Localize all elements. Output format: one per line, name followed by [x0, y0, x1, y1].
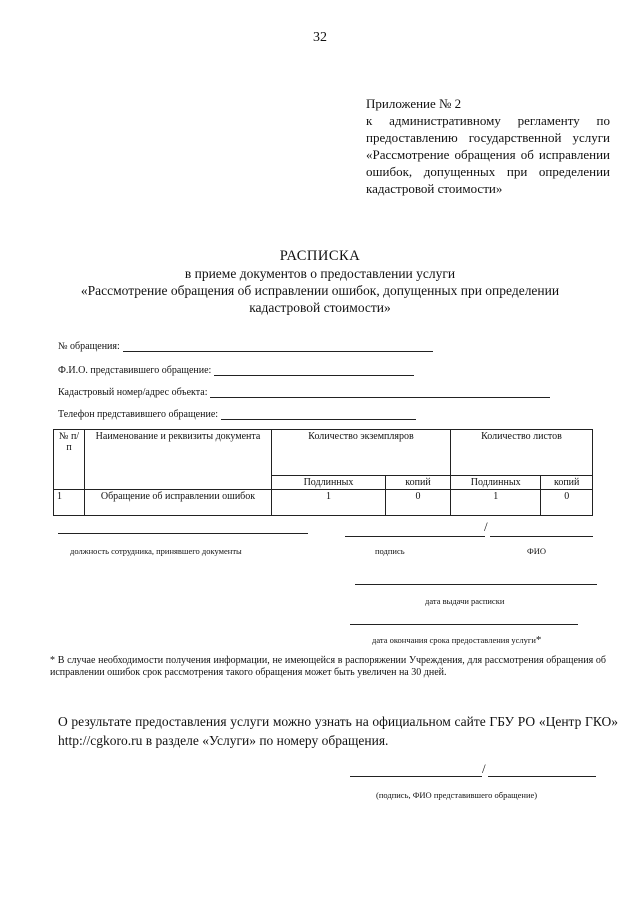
signature-slash: /: [484, 519, 488, 534]
cadastral-line[interactable]: [210, 387, 550, 398]
cell-sheets-copy: 0: [541, 490, 593, 516]
final-caption: (подпись, ФИО представившего обращение): [376, 790, 538, 800]
fio-label: Ф.И.О. представившего обращение:: [58, 365, 212, 376]
heading-line-1: в приеме документов о предоставлении услуги: [184, 266, 456, 281]
th-sheets: Количество листов: [451, 430, 593, 476]
position-line[interactable]: [58, 533, 308, 534]
final-signature-line[interactable]: [350, 776, 482, 777]
final-fio-line[interactable]: [488, 776, 596, 777]
page-number: 32: [313, 30, 327, 45]
footnote-asterisk: *: [50, 655, 55, 666]
fio-sign-line[interactable]: [490, 536, 593, 537]
footnote-text: В случае необходимости получения информации, не имеющейся в распоряжении Учреждения, для рассмотрения обращения об исправлении ошибок срок рассмотрения такого обращения может быть увеличен на 30 дней.: [50, 655, 606, 678]
appendix-body: к административному регламенту по предоставлению государственной услуги «Рассмотрение обращения об исправлении ошибок, допущенных при определении кадастровой стоимости»: [366, 113, 610, 196]
heading-main: РАСПИСКА: [279, 248, 361, 264]
phone-line[interactable]: [221, 409, 416, 420]
issue-date-line[interactable]: [355, 584, 597, 585]
cell-copies-original: 1: [272, 490, 386, 516]
cell-sheets-original: 1: [451, 490, 541, 516]
caption-issue-date: дата выдачи расписки: [425, 596, 505, 606]
heading-line-3: кадастровой стоимости»: [249, 300, 391, 315]
caption-deadline-date: дата окончания срока предоставления услуги*: [372, 634, 542, 646]
th-name: Наименование и реквизиты документа: [85, 430, 272, 490]
th-copies-copy: копий: [385, 476, 450, 490]
caption-signature: подпись: [375, 546, 405, 556]
table-row: [54, 490, 593, 516]
document-heading: [40, 248, 600, 316]
phone-label: Телефон представившего обращение:: [58, 409, 219, 420]
final-slash: /: [482, 761, 486, 776]
th-copies: Количество экземпляров: [272, 430, 451, 476]
caption-fio: ФИО: [527, 546, 546, 556]
signature-line[interactable]: [345, 536, 485, 537]
th-sheets-original: Подлинных: [451, 476, 541, 490]
cadastral-field: [58, 384, 550, 398]
fio-field: [58, 362, 414, 376]
appendix-block: [366, 95, 610, 197]
cell-name: Обращение об исправлении ошибок: [85, 490, 272, 516]
th-sheets-copy: копий: [541, 476, 593, 490]
cadastral-label: Кадастровый номер/адрес объекта:: [58, 387, 208, 398]
caption-position: должность сотрудника, принявшего документы: [70, 546, 242, 556]
heading-line-2: «Рассмотрение обращения об исправлении ошибок, допущенных при определении: [80, 283, 560, 298]
th-no: № п/п: [54, 430, 85, 490]
result-info: О результате предоставления услуги можно узнать на официальном сайте ГБУ РО «Центр ГКО» http://cgkoro.ru в разделе «Услуги» по номеру обращения.: [58, 714, 618, 748]
phone-field: [58, 406, 416, 420]
request-no-field: [58, 338, 433, 352]
fio-line[interactable]: [214, 365, 414, 376]
request-no-line[interactable]: [123, 341, 433, 352]
th-copies-original: Подлинных: [272, 476, 386, 490]
deadline-date-line[interactable]: [350, 624, 578, 625]
cell-copies-copy: 0: [385, 490, 450, 516]
documents-table: [53, 429, 593, 516]
cell-no: 1: [54, 490, 85, 516]
appendix-title: Приложение № 2: [366, 96, 462, 111]
footnote: [50, 655, 606, 679]
request-no-label: № обращения:: [58, 341, 120, 352]
